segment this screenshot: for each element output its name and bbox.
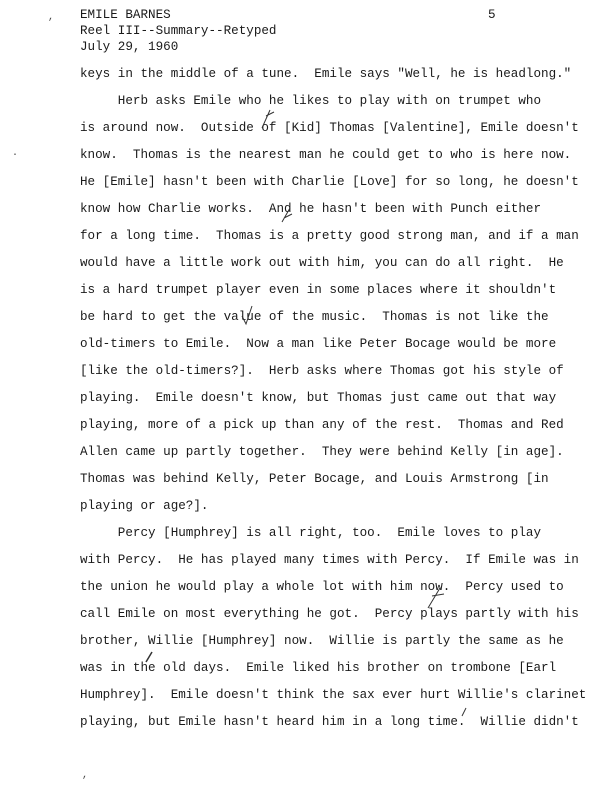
text-line: call Emile on most everything he got. Percy plays partly with his — [80, 607, 579, 621]
edit-mark-icon: · — [12, 150, 19, 161]
text-line: know. Thomas is the nearest man he could get to who is here now. — [80, 148, 572, 162]
text-line: [like the old-timers?]. Herb asks where Thomas got his style of — [80, 364, 564, 378]
check-mark-icon — [242, 306, 252, 324]
text-line: playing. Emile doesn't know, but Thomas just came out that way — [80, 391, 557, 405]
text-line: is a hard trumpet player even in some places where it shouldn't — [80, 283, 557, 297]
text-line: Humphrey]. Emile doesn't think the sax ever hurt Willie's clarinet — [80, 688, 587, 702]
text-line: Herb asks Emile who he likes to play with on trumpet who — [80, 94, 542, 108]
text-line: playing, but Emile hasn't heard him in a long time. Willie didn't — [80, 715, 579, 729]
text-line: Percy [Humphrey] is all right, too. Emile loves to play — [80, 526, 542, 540]
header-reel: Reel III--Summary--Retyped — [80, 24, 277, 38]
edit-mark-icon: , — [48, 12, 55, 23]
text-line: playing, more of a pick up than any of the rest. Thomas and Red — [80, 418, 564, 432]
text-line: for a long time. Thomas is a pretty good strong man, and if a man — [80, 229, 579, 243]
text-line: know how Charlie works. And he hasn't been with Punch either — [80, 202, 542, 216]
text-line: Allen came up partly together. They were behind Kelly [in age]. — [80, 445, 564, 459]
page-number: 5 — [488, 8, 496, 22]
text-line: would have a little work out with him, you can do all right. He — [80, 256, 564, 270]
text-line: the union he would play a whole lot with him now. Percy used to — [80, 580, 564, 594]
header-date: July 29, 1960 — [80, 40, 179, 54]
text-line: brother, Willie [Humphrey] now. Willie is partly the same as he — [80, 634, 564, 648]
text-line: He [Emile] hasn't been with Charlie [Love] for so long, he doesn't — [80, 175, 579, 189]
text-line: is around now. Outside of [Kid] Thomas [Valentine], Emile doesn't — [80, 121, 579, 135]
correction-mark-icon — [428, 588, 444, 608]
correction-mark-icon — [282, 208, 292, 222]
text-line: keys in the middle of a tune. Emile says "Well, he is headlong." — [80, 67, 572, 81]
header-name: EMILE BARNES — [80, 8, 171, 22]
text-line: Thomas was behind Kelly, Peter Bocage, and Louis Armstrong [in — [80, 472, 549, 486]
text-line: old-timers to Emile. Now a man like Peter Bocage would be more — [80, 337, 557, 351]
correction-mark-icon — [462, 708, 466, 716]
edit-mark-icon: , — [82, 770, 89, 781]
text-line: playing or age?]. — [80, 499, 209, 513]
correction-mark-icon — [262, 110, 274, 128]
text-line: with Percy. He has played many times with Percy. If Emile was in — [80, 553, 579, 567]
text-line: was in the old days. Emile liked his brother on trombone [Earl — [80, 661, 557, 675]
text-line: be hard to get the value of the music. Thomas is not like the — [80, 310, 549, 324]
correction-mark-icon — [146, 652, 152, 662]
